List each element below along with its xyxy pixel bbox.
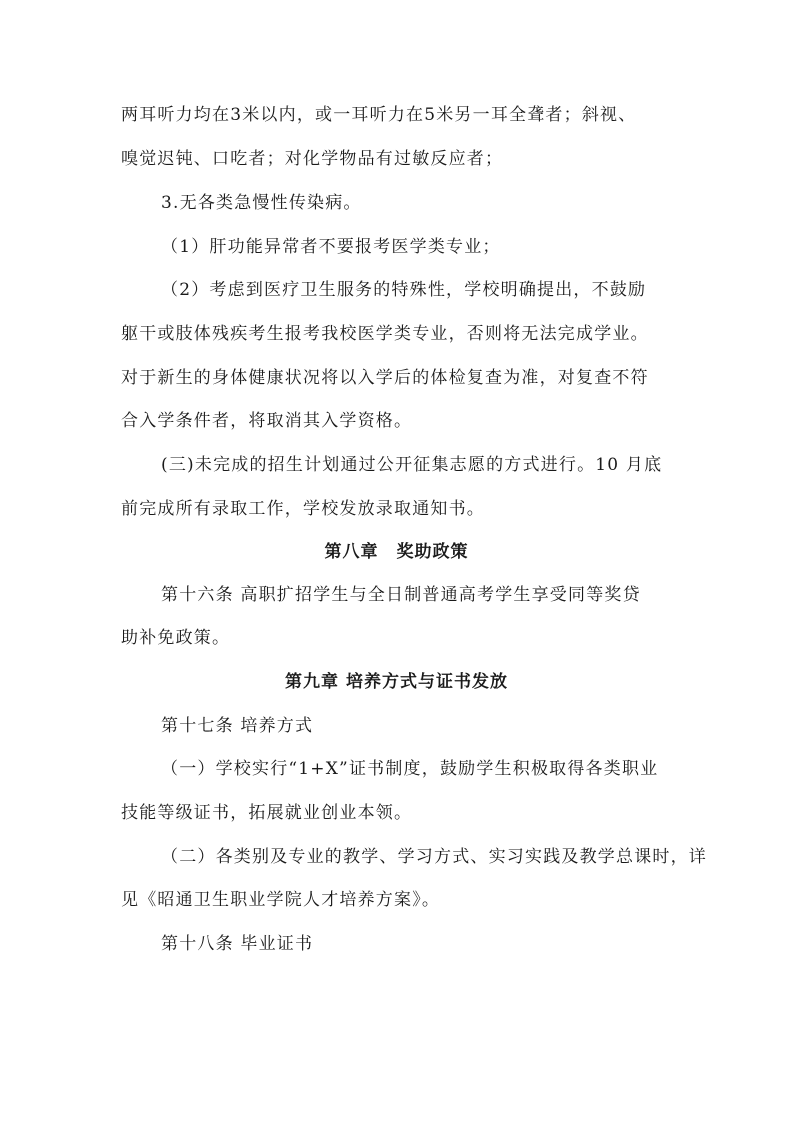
paragraph-line: （2）考虑到医疗卫生服务的特殊性，学校明确提出，不鼓励 xyxy=(161,280,647,300)
article-line: 助补免政策。 xyxy=(121,628,231,648)
paragraph-line: 前完成所有录取工作，学校发放录取通知书。 xyxy=(121,499,485,519)
article-line: 第十六条 高职扩招学生与全日制普通高考学生享受同等奖贷 xyxy=(161,585,641,605)
paragraph-line: （二）各类别及专业的教学、学习方式、实习实践及教学总课时，详 xyxy=(161,847,707,867)
paragraph-line: 两耳听力均在3米以内，或一耳听力在5米另一耳全聋者；斜视、 xyxy=(121,105,637,125)
paragraph-line: (三)未完成的招生计划通过公开征集志愿的方式进行。10 月底 xyxy=(161,455,663,475)
chapter-heading: 第八章 奖助政策 xyxy=(324,542,469,562)
paragraph-line: 3.无各类急慢性传染病。 xyxy=(161,193,362,213)
paragraph-line: 合入学条件者，将取消其入学资格。 xyxy=(121,411,413,431)
paragraph-line: 见《昭通卫生职业学院人才培养方案》。 xyxy=(121,890,441,910)
paragraph-line: 嗅觉迟钝、口吃者；对化学物品有过敏反应者； xyxy=(121,149,504,169)
paragraph-line: （1）肝功能异常者不要报考医学类专业； xyxy=(161,237,501,257)
article-title: 第十八条 毕业证书 xyxy=(161,934,314,954)
chapter-heading: 第九章 培养方式与证书发放 xyxy=(285,672,508,692)
paragraph-line: 对于新生的身体健康状况将以入学后的体检复查为准，对复查不符 xyxy=(121,368,649,388)
article-title: 第十七条 培养方式 xyxy=(161,716,314,736)
paragraph-line: 躯干或肢体残疾考生报考我校医学类专业，否则将无法完成学业。 xyxy=(121,324,649,344)
paragraph-line: （一）学校实行“1+X”证书制度，鼓励学生积极取得各类职业 xyxy=(161,759,659,779)
paragraph-line: 技能等级证书，拓展就业创业本领。 xyxy=(121,803,413,823)
